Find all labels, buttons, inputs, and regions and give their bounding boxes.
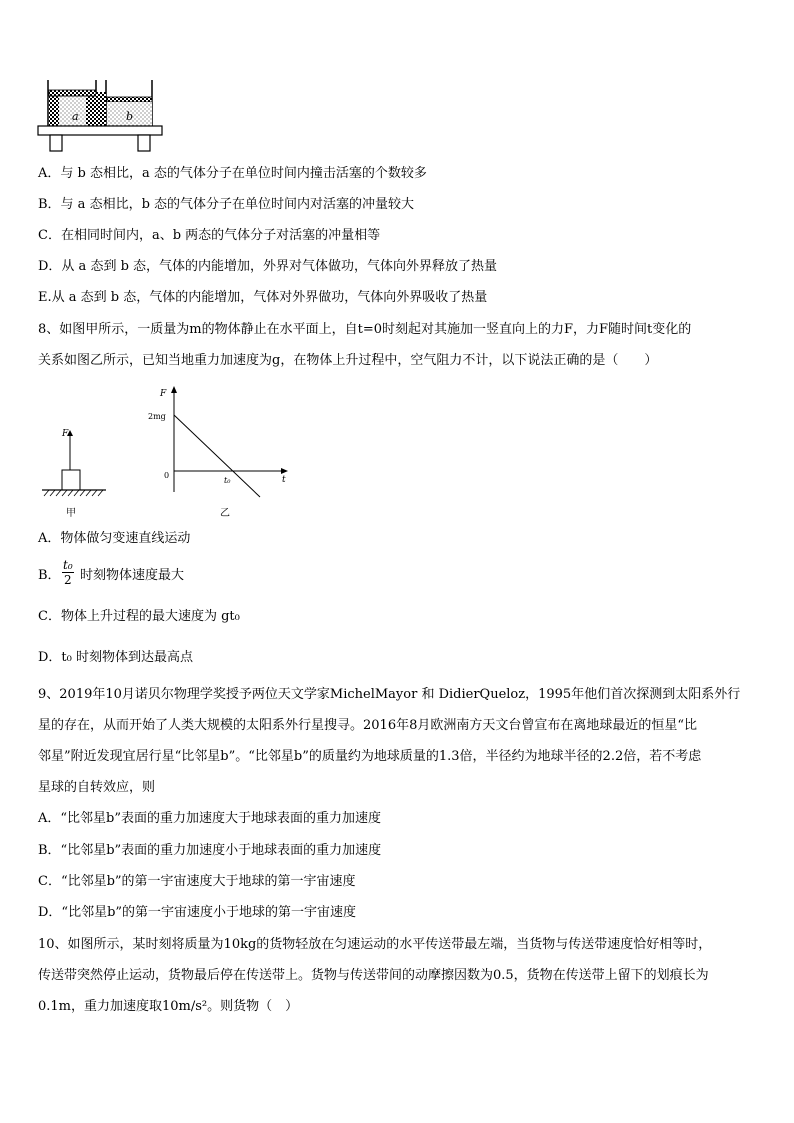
gas-cylinder-figure: [36, 80, 166, 156]
q8-option-d[interactable]: D．t₀ 时刻物体到达最高点: [38, 650, 193, 665]
q9-option-d[interactable]: D．“比邻星b”的第一宇宙速度小于地球的第一宇宙速度: [38, 905, 357, 920]
fraction-denominator: 2: [64, 573, 72, 587]
q8-option-b-text: 时刻物体速度最大: [80, 568, 185, 583]
q9-stem-line1: 9、2019年10月诺贝尔物理学奖授予两位天文学家MichelMayor 和 DidierQueloz，1995年他们首次探测到太阳系外行: [38, 687, 741, 702]
q7-option-a[interactable]: A．与 b 态相比，a 态的气体分子在单位时间内撞击活塞的个数较多: [38, 166, 427, 181]
figure-yi-graph: [146, 382, 296, 522]
figure-jia: [40, 422, 110, 522]
q7-option-d[interactable]: D．从 a 态到 b 态，气体的内能增加，外界对气体做功，气体向外界释放了热量: [38, 259, 498, 274]
q8-option-b-prefix: B．: [38, 568, 61, 583]
q9-option-c[interactable]: C．“比邻星b”的第一宇宙速度大于地球的第一宇宙速度: [38, 874, 356, 889]
q9-stem-line4: 星球的自转效应，则: [38, 780, 156, 795]
q8-option-a[interactable]: A．物体做匀变速直线运动: [38, 531, 191, 546]
y-axis-label: F: [160, 389, 167, 399]
q8-option-c[interactable]: C．物体上升过程的最大速度为 gt₀: [38, 609, 240, 624]
q8-stem-line1: 8、如图甲所示，一质量为m的物体静止在水平面上，自t=0时刻起对其施加一竖直向上的力F，力F随时间t变化的: [38, 322, 692, 337]
q9-option-a[interactable]: A．“比邻星b”表面的重力加速度大于地球表面的重力加速度: [38, 811, 382, 826]
x-axis-label: t: [282, 475, 286, 485]
q10-stem-line1: 10、如图所示，某时刻将质量为10kg的货物轻放在匀速运动的水平传送带最左端，当货物与传送带速度恰好相等时，: [38, 937, 712, 952]
force-line: [174, 415, 260, 497]
label-b: b: [126, 110, 134, 123]
q9-stem-line3: 邻星”附近发现宜居行星“比邻星b”。“比邻星b”的质量约为地球质量的1.3倍，半径约为地球半径的2.2倍，若不考虑: [38, 749, 702, 764]
fraction-numerator: t₀: [63, 558, 73, 572]
q9-stem-line2: 星的存在，从而开始了人类大规模的太阳系外行星搜寻。2016年8月欧洲南方天文台曾宣布在离地球最近的恒星“比: [38, 718, 698, 733]
q10-stem-line2: 传送带突然停止运动，货物最后停在传送带上。货物与传送带间的动摩擦因数为0.5，货物在传送带上留下的划痕长为: [38, 968, 709, 983]
caption-yi: 乙: [220, 508, 230, 519]
q7-option-e[interactable]: E.从 a 态到 b 态，气体的内能增加，气体对外界做功，气体向外界吸收了热量: [38, 290, 488, 305]
q10-stem-line3: 0.1m，重力加速度取10m/s²。则货物（ ）: [38, 999, 299, 1014]
y-top-label: 2mg: [148, 412, 166, 421]
caption-jia: 甲: [66, 508, 76, 519]
origin-label: 0: [164, 471, 170, 480]
force-label: F: [62, 429, 69, 439]
q7-option-c[interactable]: C．在相同时间内，a、b 两态的气体分子对活塞的冲量相等: [38, 228, 381, 243]
t0-label: t₀: [224, 476, 231, 485]
label-a: a: [72, 110, 79, 123]
fraction: [62, 558, 74, 587]
q7-option-b[interactable]: B．与 a 态相比，b 态的气体分子在单位时间内对活塞的冲量较大: [38, 197, 415, 212]
q8-stem-line2: 关系如图乙所示，已知当地重力加速度为g，在物体上升过程中，空气阻力不计，以下说法正确的是（ ）: [38, 353, 658, 368]
q9-option-b[interactable]: B．“比邻星b”表面的重力加速度小于地球表面的重力加速度: [38, 843, 382, 858]
